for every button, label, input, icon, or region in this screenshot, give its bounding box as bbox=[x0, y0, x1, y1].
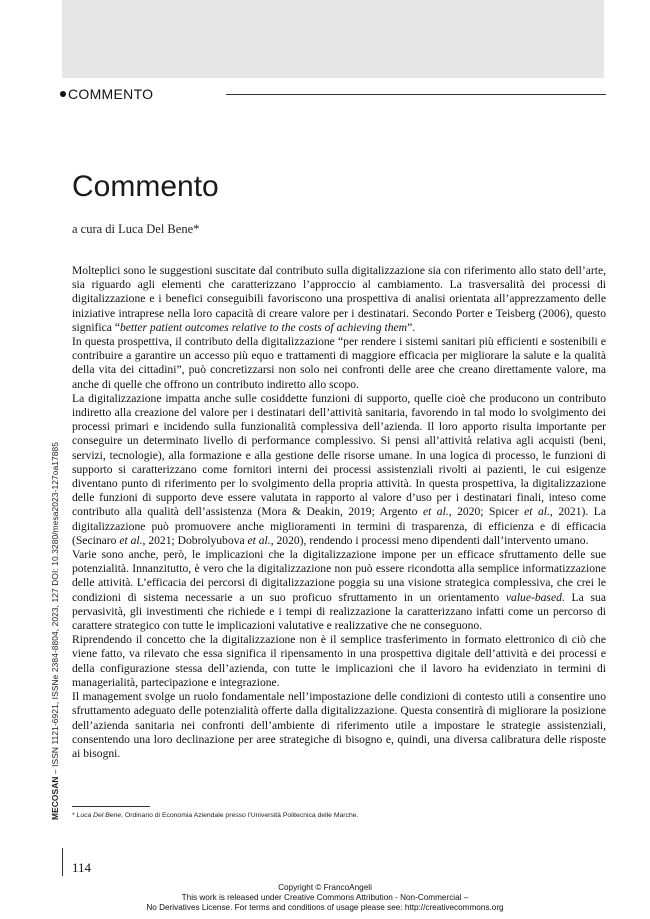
footnote bbox=[72, 812, 358, 819]
page-number: 114 bbox=[72, 860, 92, 875]
copyright-line: Copyright © FrancoAngeli bbox=[278, 883, 372, 892]
footnote-marker: * bbox=[72, 812, 77, 819]
italic-run: et al. bbox=[247, 533, 271, 547]
text-run: Molteplici sono le suggestioni suscitate dal contributo sulla digitalizzazione sia con riferimento allo stato dell’arte, sia riguardo agli elementi che caratterizzano l’approccio al cambiamento. La trasversalità dei processi di digitalizzazione e i benefici conseguibili favoriscono una prospettiva di analisi orientata all’apprezzamento delle iniziative intraprese nella loro capacità di creare valore per i destinatari. Secondo Porter e Teisberg (2006), questo significa “ bbox=[72, 264, 606, 334]
text-run: ”. bbox=[407, 320, 416, 334]
text-run: Varie sono anche, però, le implicazioni che la digitalizzazione impone per un efficace sfruttamento delle sue potenzialità. Innanzitutto, è vero che la digitalizzazione non può essere ricondotta alla semplice informatizzazione delle attività. L’efficacia dei percorsi di digitalizzazione poggia su una visione strategica complessiva, che crei le condizioni di sistema necessarie a un suo proficuo sfruttamento in un orientamento bbox=[72, 548, 606, 604]
bullet-icon bbox=[60, 91, 66, 97]
header-band bbox=[62, 0, 604, 78]
text-run: In questa prospettiva, il contributo della digitalizzazione “per rendere i sistemi sanitari più efficienti e sostenibili e contribuire a garantire un accesso più equo e trattamenti di maggiore efficacia per migliorare la salute e la qualità della vita dei cittadini”, può concretizzarsi non solo nei confronti delle aree che creano direttamente valore, ma anche di quelle che offrono un contributo indiretto allo scopo. bbox=[72, 335, 606, 391]
header-rule bbox=[226, 94, 606, 95]
body-paragraph bbox=[72, 335, 606, 392]
italic-run: value-based bbox=[505, 590, 562, 604]
section-label: COMMENTO bbox=[68, 86, 154, 102]
article-title: Commento bbox=[72, 170, 219, 203]
text-run: La digitalizzazione impatta anche sulle cosiddette funzioni di supporto, quelle cioè che producono un contributo indiretto alla creazione del valore per i destinatari dell’attività sanitaria, favorendo in tal modo lo svolgimento dei processi primari e incidendo sulla funzionalità complessiva dell’azienda. Il loro apporto risulta importante per conseguire un determinato livello di performance complessivo. Si pensi all’attività relativa agli acquisti (beni, servizi, tecnologie), alla formazione e alla gestione delle risorse umane. In una logica di processo, le funzioni di supporto si caratterizzano come fornitori interni dei processi assistenziali rivolti ai pazienti, le cui esigenze diventano punto di riferimento per lo svolgimento della propria attività. In questa prospettiva, la digitalizzazione delle funzioni di supporto deve essere valutata in rapporto al valore d’uso per i destinatari finali, inteso come contributo alla qualità dell’assistenza (Mora & Deakin, 2019; Argento bbox=[72, 391, 606, 519]
footnote-rule bbox=[72, 806, 150, 807]
text-run: , 2021). La digitalizzazione può promuovere anche miglioramenti in termini di trasparenza, di efficienza e di efficacia (Secinaro bbox=[72, 505, 606, 547]
text-run: Riprendendo il concetto che la digitalizzazione non è il semplice trasferimento in formato elettronico di ciò che viene fatto, va rilevato che essa significa il ripensamento in una prospettiva digitale dell’attività e dei processi e della configurazione stessa dell’azienda, con tutte le implicazioni che il lavoro ha evidenziato in termini di managerialità, partecipazione e integrazione. bbox=[72, 633, 606, 689]
text-run: . La sua pervasività, gli investimenti che richiede e i tempi di realizzazione la caratterizzano infatti come un percorso di carattere strategico con tutte le implicazioni valutative e realizzative che ne conseguono. bbox=[72, 590, 606, 633]
italic-run: et al. bbox=[524, 505, 550, 519]
copyright-notice bbox=[0, 883, 650, 913]
page-rule bbox=[62, 848, 63, 876]
text-run: Il management svolge un ruolo fondamentale nell’impostazione delle condizioni di contesto utili a consentire uno sfruttamento adeguato delle potenzialità offerte dalla digitalizzazione. Questa consentirà di migliorare la posizione dell’azienda sanitaria nei confronti dell’ambiente di riferimento utile a impostare le strategie assistenziali, consentendo una loro declinazione per aree strategiche di bisogno e, quindi, una diversa calibratura delle risposte ai bisogni. bbox=[72, 690, 606, 760]
footnote-name: Luca Del Bene bbox=[76, 812, 122, 819]
text-run: , 2020), rendendo i processi meno dipendenti dall’intervento umano. bbox=[270, 533, 589, 547]
text-run: , 2021; Dobrolyubova bbox=[142, 533, 248, 547]
section-header bbox=[60, 85, 606, 103]
journal-side-info bbox=[50, 442, 60, 820]
article-body bbox=[72, 264, 606, 761]
body-paragraph bbox=[72, 633, 606, 690]
footnote-text: , Ordinario di Economia Aziendale presso l’Università Politecnica delle Marche. bbox=[121, 812, 359, 819]
journal-name: MECOSAN bbox=[50, 776, 60, 820]
article-author: a cura di Luca Del Bene* bbox=[72, 222, 200, 236]
journal-details: – ISSN 1121-6921, ISSNe 2384-8804, 2023, 127 DOI: 10.3280/mesa2023-127oa17885 bbox=[50, 441, 60, 777]
license-terms-line: No Derivatives License. For terms and conditions of usage please see: http://creativecommons.org bbox=[146, 903, 504, 912]
body-paragraph bbox=[72, 264, 606, 335]
italic-run: et al. bbox=[422, 505, 449, 519]
body-paragraph bbox=[72, 690, 606, 761]
italic-run: et al. bbox=[119, 533, 143, 547]
body-paragraph bbox=[72, 392, 606, 548]
italic-run: better patient outcomes relative to the costs of achieving them bbox=[119, 320, 408, 334]
body-paragraph bbox=[72, 548, 606, 633]
text-run: , 2020; Spicer bbox=[448, 505, 525, 519]
license-line: This work is released under Creative Commons Attribution - Non-Commercial – bbox=[181, 893, 469, 902]
